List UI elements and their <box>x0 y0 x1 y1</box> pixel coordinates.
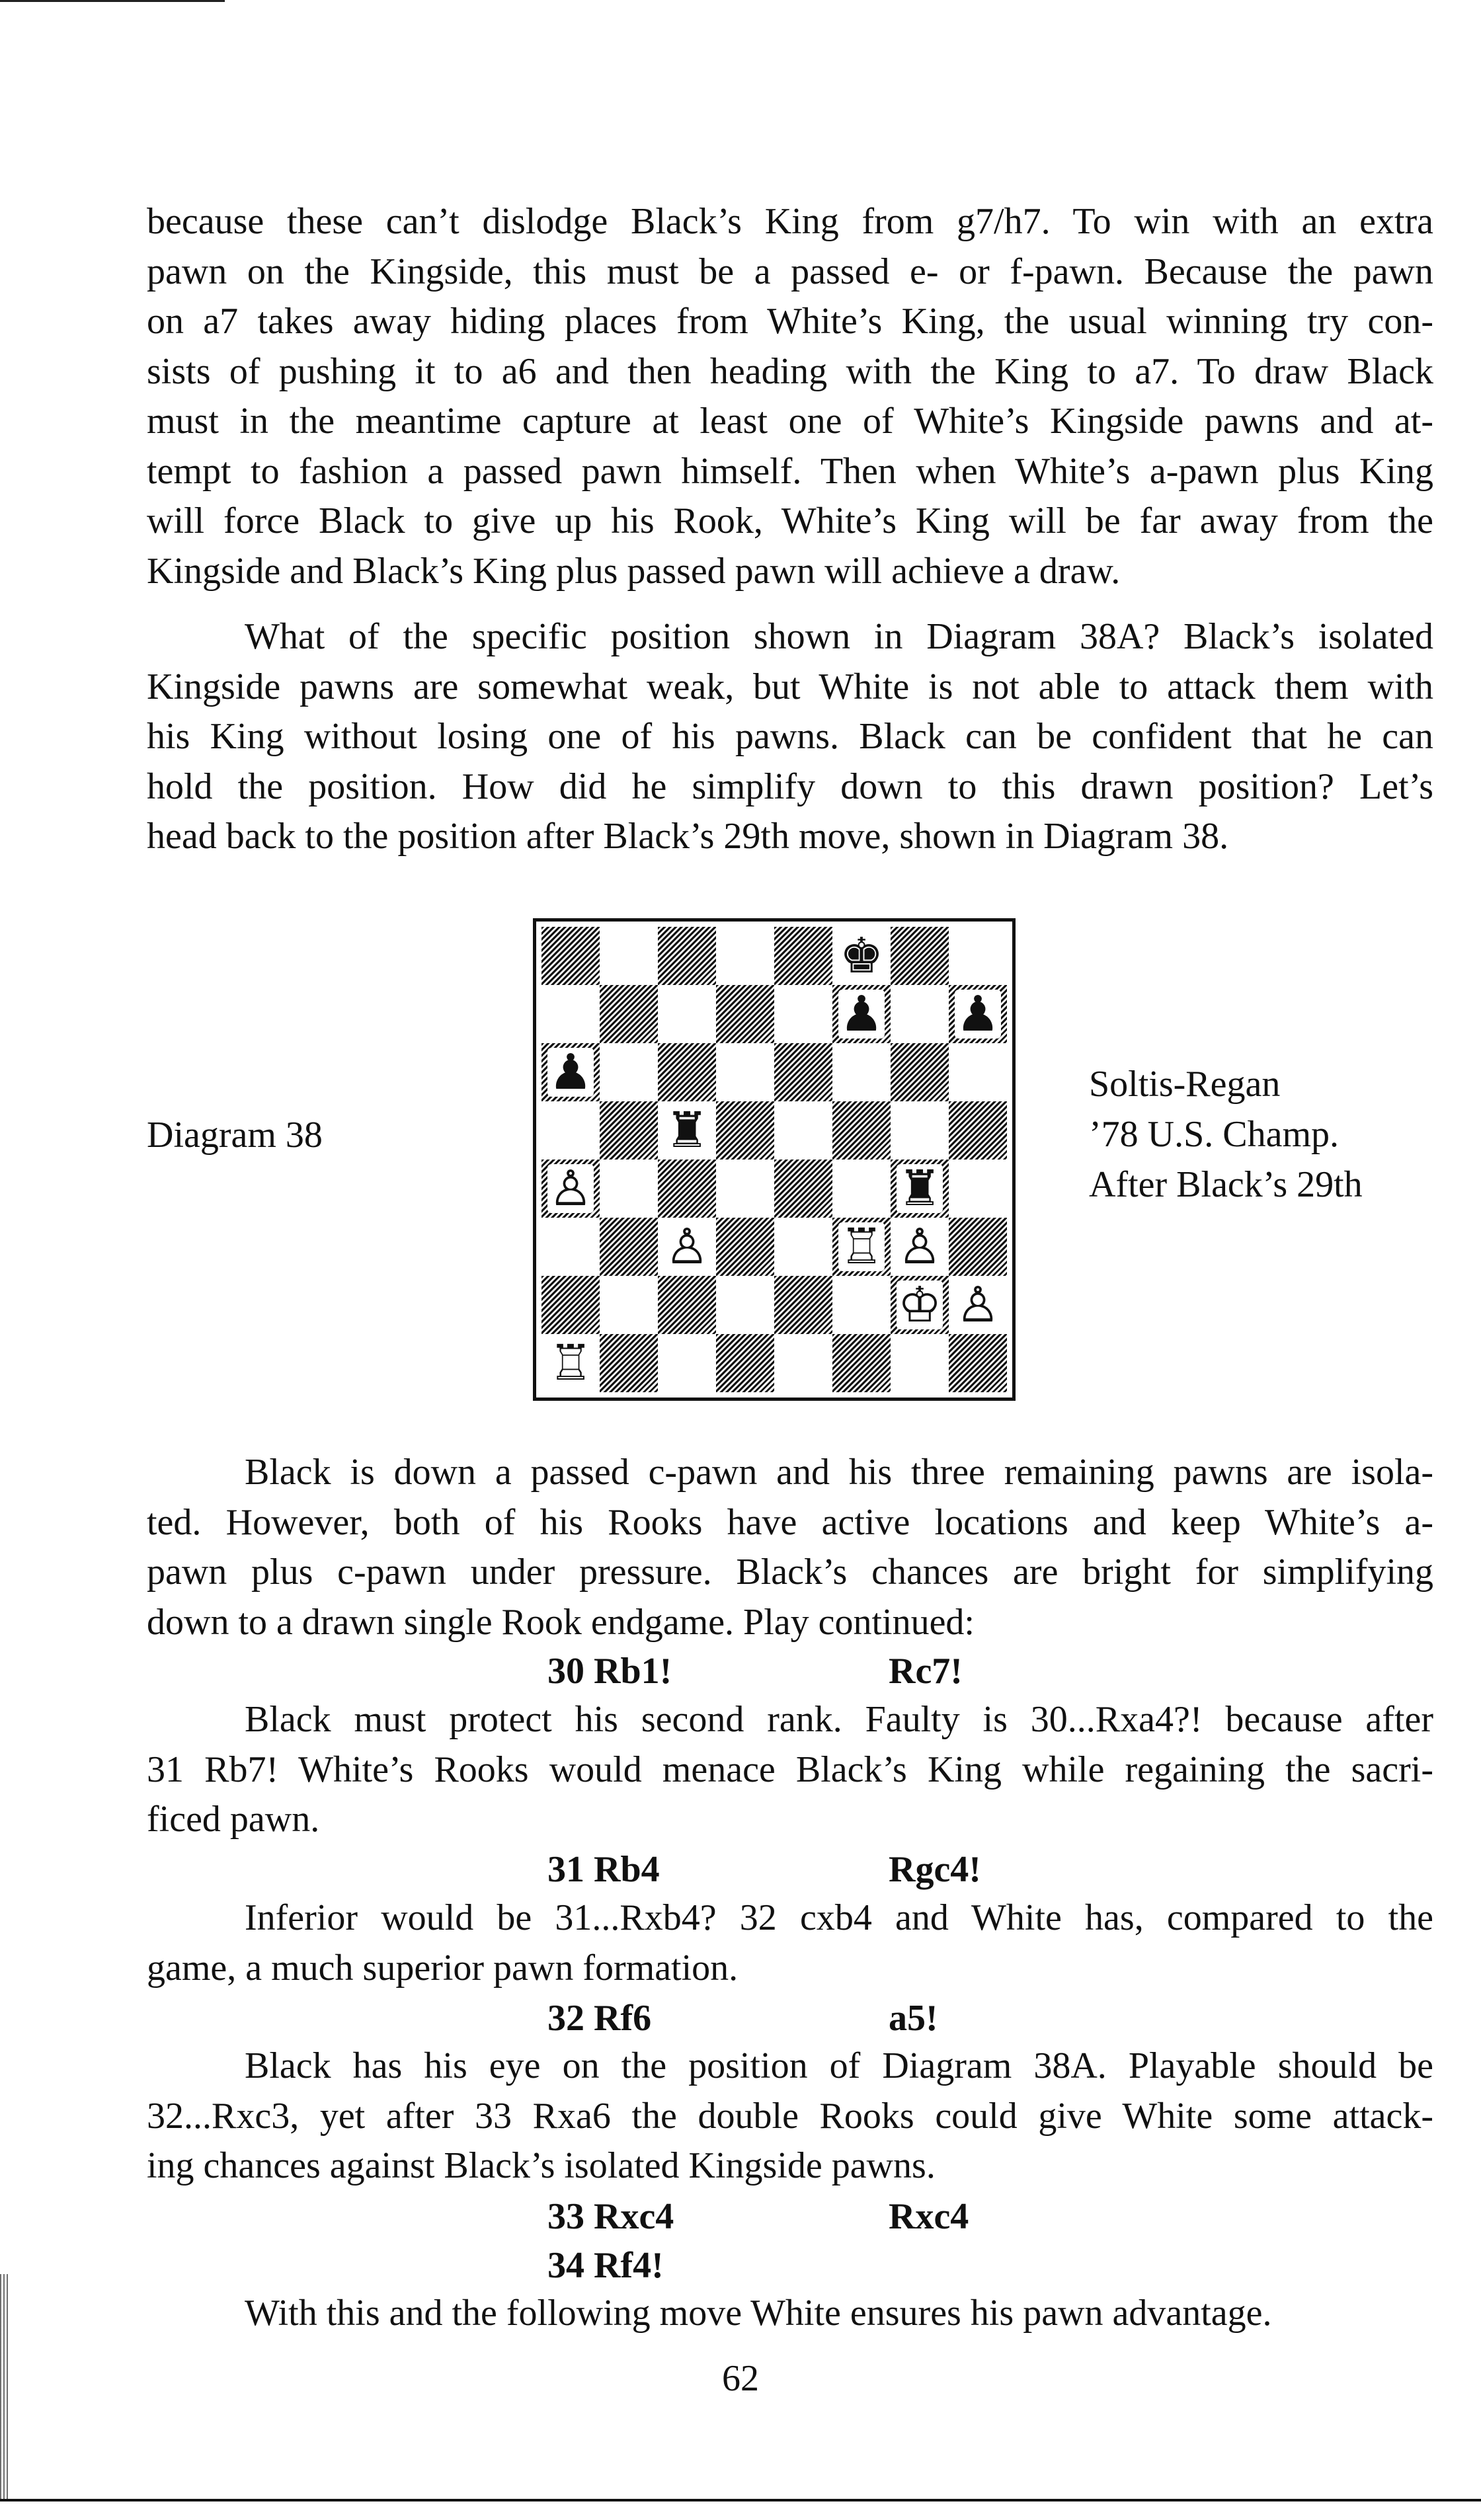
text-line: will force Black to give up his Rook, White’s King will be far away from the <box>147 500 1433 541</box>
square-f3 <box>832 1218 891 1276</box>
square-e5 <box>774 1101 832 1160</box>
square-h2 <box>949 1276 1007 1334</box>
square-a4 <box>541 1160 600 1218</box>
square-b3 <box>600 1218 658 1276</box>
square-e6 <box>774 1043 832 1101</box>
diagram-label: Diagram 38 <box>147 1115 323 1156</box>
scan-bottom-border <box>0 2499 1481 2520</box>
square-f7 <box>832 985 891 1043</box>
square-d7 <box>716 985 774 1043</box>
text-line: sists of pushing it to a6 and then heading with the King to a7. To draw Black <box>147 350 1433 392</box>
white-pawn-icon: ♙ <box>664 1218 709 1275</box>
text-line: Black must protect his second rank. Faulty is 30...Rxa4?! because after <box>245 1699 1433 1740</box>
text-line: Black is down a passed c-pawn and his three remaining pawns are isola- <box>245 1452 1433 1493</box>
caption-players: Soltis-Regan <box>1089 1064 1281 1105</box>
diagram-caption <box>1089 1059 1363 1210</box>
square-g5 <box>891 1101 949 1160</box>
square-f1 <box>832 1334 891 1392</box>
text-line: Black has his eye on the position of Diagram 38A. Playable should be <box>245 2045 1433 2086</box>
square-h6 <box>949 1043 1007 1101</box>
white-rook-icon: ♖ <box>548 1335 593 1392</box>
square-d1 <box>716 1334 774 1392</box>
square-f2 <box>832 1276 891 1334</box>
square-h8 <box>949 927 1007 985</box>
text-line: Inferior would be 31...Rxb4? 32 cxb4 and White has, compared to the <box>245 1897 1433 1938</box>
text-line: pawn plus c-pawn under pressure. Black’s chances are bright for simplifying <box>147 1552 1433 1593</box>
square-e4 <box>774 1160 832 1218</box>
chess-diagram <box>533 918 1016 1401</box>
square-d6 <box>716 1043 774 1101</box>
move-31-white: 31 Rb4 <box>547 1849 660 1890</box>
square-d4 <box>716 1160 774 1218</box>
square-e3 <box>774 1218 832 1276</box>
black-king-icon: ♚ <box>839 927 884 984</box>
square-c8 <box>658 927 716 985</box>
text-line: game, a much superior pawn formation. <box>147 1947 739 1988</box>
square-g3 <box>891 1218 949 1276</box>
square-c7 <box>658 985 716 1043</box>
square-e1 <box>774 1334 832 1392</box>
square-f5 <box>832 1101 891 1160</box>
square-b5 <box>600 1101 658 1160</box>
square-f8 <box>832 927 891 985</box>
text-line: ficed pawn. <box>147 1799 320 1840</box>
square-c3 <box>658 1218 716 1276</box>
text-line: ing chances against Black’s isolated Kingside pawns. <box>147 2145 936 2186</box>
square-a1 <box>541 1334 600 1392</box>
square-g6 <box>891 1043 949 1101</box>
black-rook-icon: ♜ <box>897 1160 942 1217</box>
text-line: 31 Rb7! White’s Rooks would menace Black’s King while regaining the sacri- <box>147 1749 1433 1790</box>
square-c2 <box>658 1276 716 1334</box>
square-g1 <box>891 1334 949 1392</box>
square-g2 <box>891 1276 949 1334</box>
square-e2 <box>774 1276 832 1334</box>
text-line: With this and the following move White ensures his pawn advantage. <box>245 2293 1272 2334</box>
scan-edge-line <box>0 0 225 2</box>
text-line: ted. However, both of his Rooks have active locations and keep White’s a- <box>147 1501 1433 1543</box>
square-f6 <box>832 1043 891 1101</box>
square-e7 <box>774 985 832 1043</box>
square-d8 <box>716 927 774 985</box>
square-a8 <box>541 927 600 985</box>
text-line: tempt to fashion a passed pawn himself. Then when White’s a-pawn plus King <box>147 450 1433 492</box>
page-number: 62 <box>722 2358 759 2399</box>
square-f4 <box>832 1160 891 1218</box>
square-c5 <box>658 1101 716 1160</box>
square-a6 <box>541 1043 600 1101</box>
white-king-icon: ♔ <box>897 1277 942 1333</box>
text-line: must in the meantime capture at least one of White’s Kingside pawns and at- <box>147 401 1433 442</box>
move-33-white: 33 Rxc4 <box>547 2196 674 2237</box>
text-line: on a7 takes away hiding places from White’s King, the usual winning try con- <box>147 301 1433 342</box>
square-a2 <box>541 1276 600 1334</box>
caption-event: ’78 U.S. Champ. <box>1089 1114 1339 1155</box>
square-b4 <box>600 1160 658 1218</box>
paragraph-7 <box>147 2289 1433 2339</box>
paragraph-6 <box>147 2041 1433 2191</box>
square-h4 <box>949 1160 1007 1218</box>
paragraph-3 <box>147 1448 1433 1647</box>
chessboard-grid <box>541 927 1007 1392</box>
scan-edge-artifact <box>0 2274 9 2520</box>
square-b6 <box>600 1043 658 1101</box>
square-d3 <box>716 1218 774 1276</box>
text-line: pawn on the Kingside, this must be a passed e- or f-pawn. Because the pawn <box>147 251 1433 292</box>
square-b7 <box>600 985 658 1043</box>
square-a7 <box>541 985 600 1043</box>
square-a3 <box>541 1218 600 1276</box>
square-h1 <box>949 1334 1007 1392</box>
text-line: Kingside pawns are somewhat weak, but White is not able to attack them with <box>147 666 1433 707</box>
square-b8 <box>600 927 658 985</box>
text-line: head back to the position after Black’s 29th move, shown in Diagram 38. <box>147 816 1229 857</box>
paragraph-2 <box>147 612 1433 862</box>
text-line: Kingside and Black’s King plus passed pawn will achieve a draw. <box>147 550 1121 592</box>
move-30-black: Rc7! <box>889 1651 963 1692</box>
black-pawn-icon: ♟ <box>839 986 884 1043</box>
move-31-black: Rgc4! <box>889 1849 981 1890</box>
move-33-black: Rxc4 <box>889 2196 969 2237</box>
square-c4 <box>658 1160 716 1218</box>
square-g4 <box>891 1160 949 1218</box>
move-32-white: 32 Rf6 <box>547 1998 652 2039</box>
square-h3 <box>949 1218 1007 1276</box>
square-c1 <box>658 1334 716 1392</box>
square-h7 <box>949 985 1007 1043</box>
move-32-black: a5! <box>889 1998 938 2039</box>
text-line: down to a drawn single Rook endgame. Play continued: <box>147 1601 975 1643</box>
paragraph-5 <box>147 1893 1433 1993</box>
text-line: hold the position. How did he simplify down to this drawn position? Let’s <box>147 766 1433 807</box>
black-pawn-icon: ♟ <box>548 1044 593 1101</box>
square-d5 <box>716 1101 774 1160</box>
square-h5 <box>949 1101 1007 1160</box>
white-rook-icon: ♖ <box>839 1218 884 1275</box>
text-line: 32...Rxc3, yet after 33 Rxa6 the double Rooks could give White some attack- <box>147 2095 1433 2137</box>
square-d2 <box>716 1276 774 1334</box>
white-pawn-icon: ♙ <box>955 1277 1000 1333</box>
square-g8 <box>891 927 949 985</box>
square-c6 <box>658 1043 716 1101</box>
text-line: his King without losing one of his pawns. Black can be confident that he can <box>147 716 1433 757</box>
paragraph-1 <box>147 197 1433 596</box>
move-34-white: 34 Rf4! <box>547 2245 664 2286</box>
square-a5 <box>541 1101 600 1160</box>
move-30-white: 30 Rb1! <box>547 1651 672 1692</box>
caption-position: After Black’s 29th <box>1089 1164 1363 1205</box>
black-rook-icon: ♜ <box>664 1102 709 1159</box>
square-b1 <box>600 1334 658 1392</box>
square-b2 <box>600 1276 658 1334</box>
text-line: because these can’t dislodge Black’s King from g7/h7. To win with an extra <box>147 201 1433 242</box>
black-pawn-icon: ♟ <box>955 986 1000 1043</box>
white-pawn-icon: ♙ <box>548 1160 593 1217</box>
text-line: What of the specific position shown in Diagram 38A? Black’s isolated <box>245 616 1433 657</box>
white-pawn-icon: ♙ <box>897 1218 942 1275</box>
square-g7 <box>891 985 949 1043</box>
paragraph-4 <box>147 1695 1433 1845</box>
square-e8 <box>774 927 832 985</box>
